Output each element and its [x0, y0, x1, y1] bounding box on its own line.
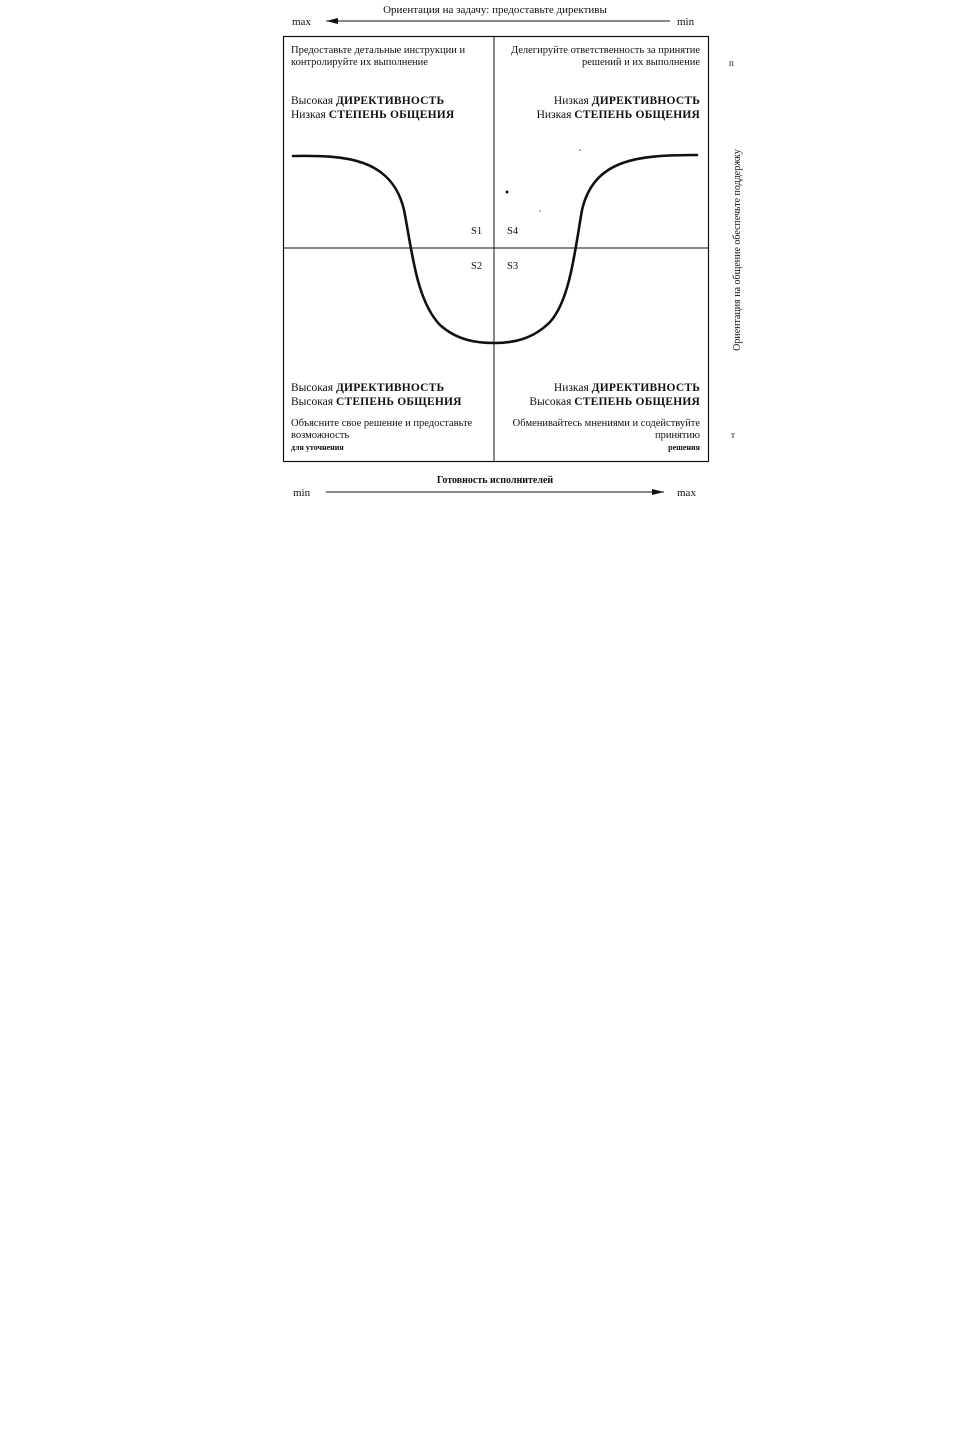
- s1-label: S1: [471, 226, 483, 237]
- bottom-axis-title: Готовность исполнителей: [436, 475, 554, 486]
- right-axis-top-mark: п: [729, 58, 734, 68]
- right-axis-title: Ориентация на общение обеспечьте поддержку: [732, 149, 743, 351]
- s2-label: S2: [471, 261, 483, 272]
- s2-instruction-tail: для уточнения: [291, 443, 344, 452]
- s3-directive-level: Низкая ДИРЕКТИВНОСТЬ: [553, 382, 700, 394]
- leadership-style-curve: [293, 155, 697, 343]
- s4-communication-level: Низкая СТЕПЕНЬ ОБЩЕНИЯ: [536, 109, 700, 121]
- s2-style-levels: [291, 381, 462, 409]
- s3-label: S3: [507, 261, 519, 272]
- s3-communication-level: Высокая СТЕПЕНЬ ОБЩЕНИЯ: [529, 396, 700, 408]
- s4-directive-level: Низкая ДИРЕКТИВНОСТЬ: [553, 95, 700, 107]
- s4-style-levels: [500, 94, 700, 122]
- right-axis-bottom-mark: т: [731, 430, 735, 440]
- s3-instruction: [500, 418, 700, 454]
- s1-directive-level: Высокая ДИРЕКТИВНОСТЬ: [291, 95, 445, 107]
- bottom-axis-min-label: min: [293, 487, 311, 499]
- s1-instruction: Предоставьте детальные инструкции и контролируйте их выполнение: [291, 45, 466, 68]
- s3-style-levels: [500, 381, 700, 409]
- s1-style-levels: [291, 94, 454, 122]
- s3-instruction-text: Обменивайтесь мнениями и содействуйте принятию: [512, 418, 700, 441]
- s3-instruction-tail: решения: [668, 443, 700, 452]
- top-axis-max-label: max: [292, 16, 311, 28]
- s2-instruction-text: Объясните свое решение и предоставьте возможность: [291, 418, 473, 441]
- s4-label: S4: [507, 226, 519, 237]
- top-axis-title: Ориентация на задачу: предоставьте директивы: [383, 4, 607, 16]
- top-axis-min-label: min: [677, 16, 695, 28]
- s1-communication-level: Низкая СТЕПЕНЬ ОБЩЕНИЯ: [291, 109, 455, 121]
- bottom-axis-max-label: max: [677, 487, 696, 499]
- speck: [579, 149, 581, 151]
- right-axis: [726, 120, 750, 380]
- s2-instruction: [291, 418, 486, 454]
- s2-communication-level: Высокая СТЕПЕНЬ ОБЩЕНИЯ: [291, 396, 462, 408]
- s4-instruction: Делегируйте ответственность за принятие решений и их выполнение: [510, 45, 700, 68]
- speck: [539, 210, 540, 211]
- speck: [506, 191, 509, 194]
- s2-directive-level: Высокая ДИРЕКТИВНОСТЬ: [291, 382, 445, 394]
